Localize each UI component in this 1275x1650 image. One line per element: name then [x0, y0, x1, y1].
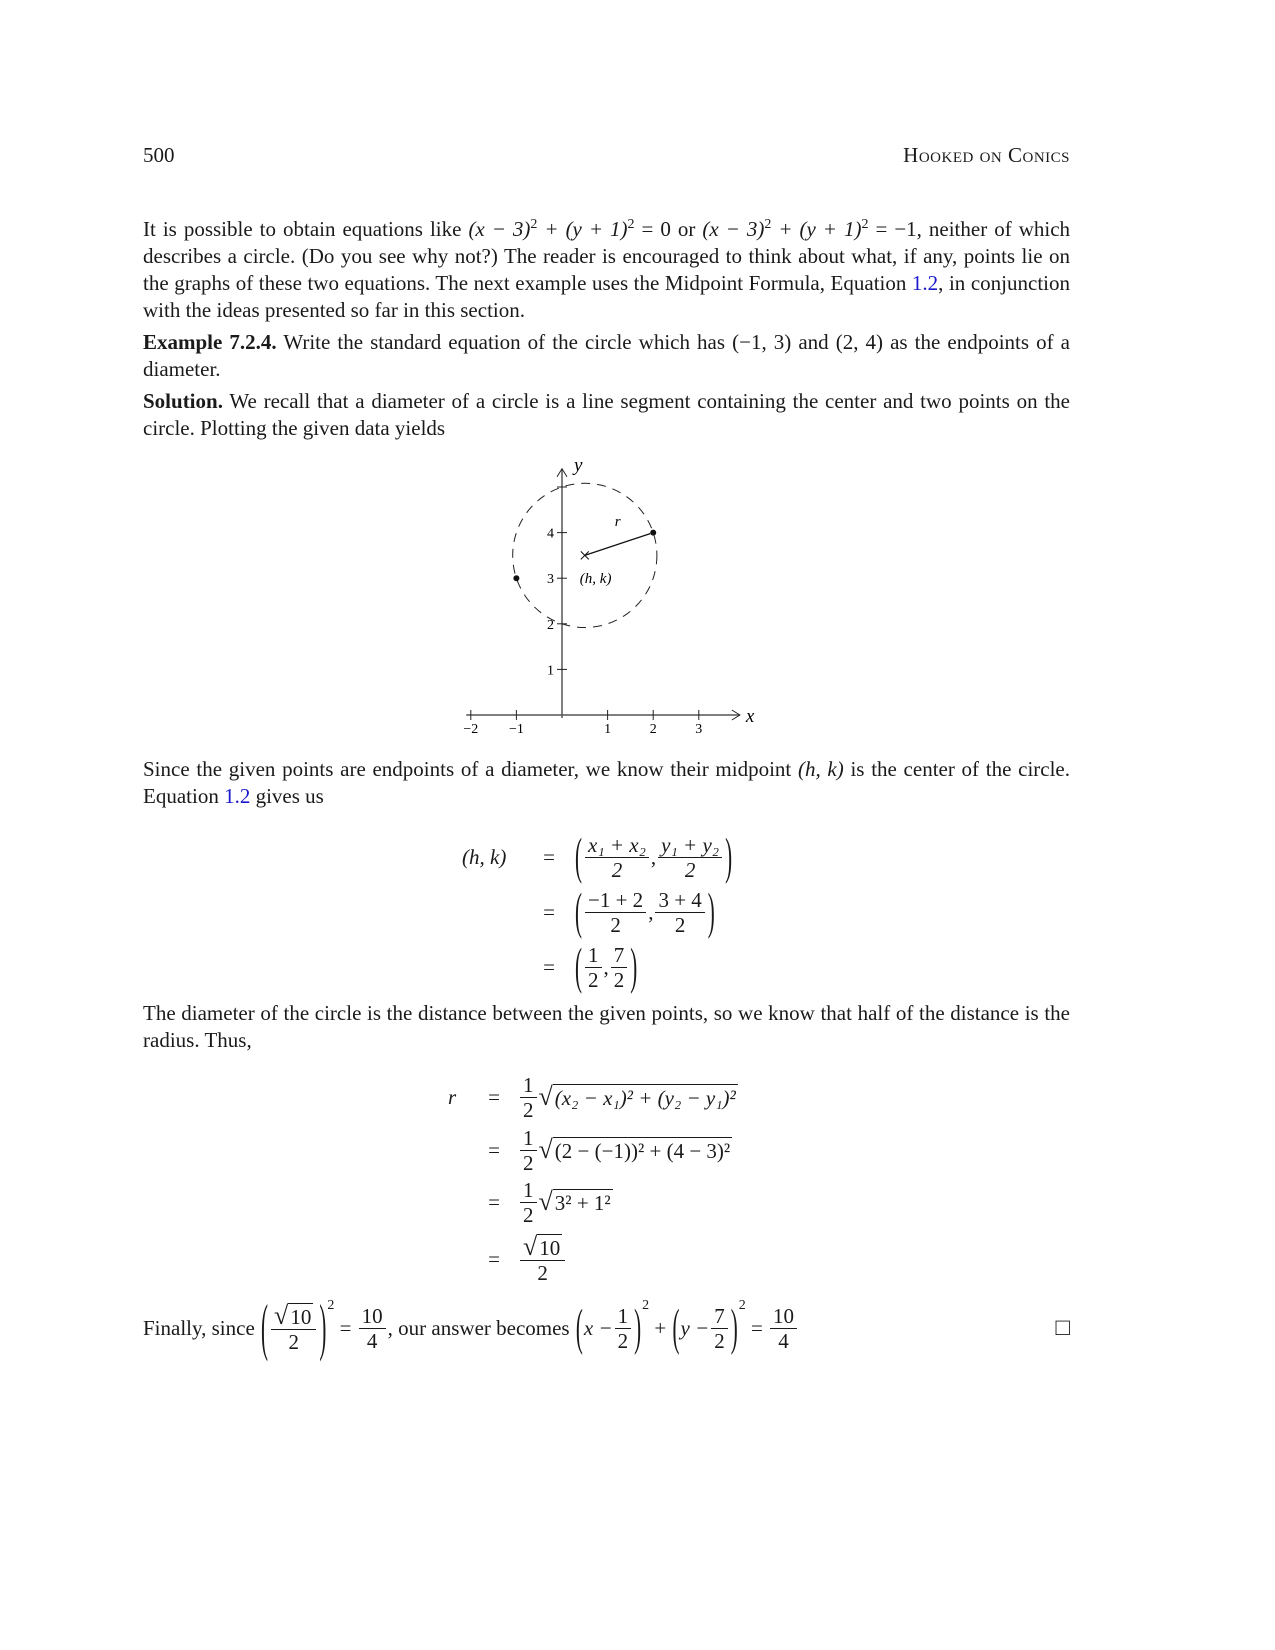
- den: 2: [613, 967, 625, 992]
- text: It is possible to obtain equations like: [143, 217, 469, 241]
- equals: =: [543, 844, 555, 869]
- radius-line: [585, 534, 650, 556]
- den: 2: [523, 1202, 534, 1227]
- radicand: 10: [290, 1305, 312, 1330]
- num: 1: [615, 1304, 632, 1329]
- den: 4: [366, 1328, 378, 1353]
- y-tick-label: 2: [547, 617, 554, 633]
- text: = −1, neither of which describes a circle. (Do you see why not?) The reader is encouraged to think about what, if any, points lie on the graphs of these two equations. The next example uses the Midpoint Formula, Equation: [143, 217, 1071, 295]
- midpoint-paragraph: [143, 756, 1070, 810]
- den: 2: [537, 1261, 548, 1286]
- num: 3 + 4: [655, 888, 704, 913]
- den: 2: [674, 912, 686, 937]
- num: 1: [585, 943, 602, 968]
- equals: =: [543, 899, 555, 924]
- text: , in conjunction with the ideas presented so far in this section.: [143, 271, 1070, 322]
- exp: 2: [530, 217, 538, 232]
- y-tick-label: 4: [547, 526, 554, 542]
- text: is the center of the circle. Equation: [143, 757, 1070, 808]
- exp: 2: [861, 217, 869, 232]
- num: 10: [359, 1304, 386, 1329]
- den: 2: [617, 1328, 629, 1353]
- equals: =: [488, 1084, 500, 1109]
- plus: +: [654, 1315, 667, 1340]
- exp: 2: [764, 217, 772, 232]
- qed-symbol: □: [1055, 1314, 1070, 1341]
- x-tick-label: 2: [649, 722, 657, 737]
- radius-label: r: [614, 513, 621, 530]
- den: 2: [523, 1097, 534, 1122]
- math: = 0 or: [634, 217, 703, 241]
- math: x −: [583, 1315, 613, 1340]
- final-answer: Finally, since ( √ 10 2 ) $^2$ = $\frac{10}{4}$ , our answer becomes ( x − $\frac{1}{2}$ ) $^2$ + ( y − $\frac{7}{2}$ ) $^2$ = $\frac{10}{4}$ □: [143, 1290, 1070, 1363]
- equation-link[interactable]: 1.2: [224, 784, 251, 808]
- lhs: (h, k): [462, 844, 507, 869]
- circle-figure: [0, 0, 1275, 760]
- x-tick-label: 1: [604, 722, 612, 737]
- equals: =: [488, 1189, 500, 1214]
- den: 2: [714, 1328, 725, 1353]
- den: 2: [610, 912, 621, 937]
- y-axis-label: y: [574, 454, 583, 476]
- num: −1 + 2: [585, 888, 646, 913]
- exp: 2: [738, 1298, 746, 1313]
- x-tick-label: 3: [695, 722, 703, 737]
- exp: 2: [627, 217, 635, 232]
- running-title: Hooked on Conics: [903, 143, 1070, 167]
- solution-text: We recall that a diameter of a circle is a line segment containing the center and two points on the circle. Plotting the given data yields: [143, 389, 1070, 440]
- radicand: 3² + 1²: [554, 1191, 611, 1215]
- text: , our answer becomes: [387, 1315, 570, 1340]
- den: 2: [523, 1150, 534, 1175]
- radicand: (2 − (−1))² + (4 − 3)²: [554, 1139, 731, 1163]
- equals: =: [488, 1137, 500, 1162]
- math: + (y + 1): [537, 217, 628, 241]
- x-tick-label: −1: [508, 722, 524, 737]
- equals: =: [543, 954, 555, 979]
- equals: =: [750, 1315, 763, 1340]
- num: 7: [711, 1304, 728, 1329]
- num: x₁ + x₂: [585, 833, 649, 858]
- radius-paragraph: The diameter of the circle is the distance between the given points, so we know that half of the distance is the radius. Thus,: [143, 1001, 1070, 1052]
- den: 2: [588, 967, 599, 992]
- diameter-endpoint: [650, 530, 656, 536]
- text: Since the given points are endpoints of a diameter, we know their midpoint: [143, 757, 798, 781]
- center-label: (h, k): [579, 571, 612, 588]
- exp: 2: [327, 1298, 335, 1313]
- example-label: Example 7.2.4.: [143, 330, 277, 354]
- math: (h, k): [797, 757, 844, 781]
- num: y₁ + y₂: [658, 833, 722, 858]
- x-tick-label: −2: [463, 722, 479, 737]
- equation-link[interactable]: 1.2: [911, 271, 939, 295]
- num: 10: [770, 1304, 797, 1329]
- radicand: (x₂ − x₁)² + (y₂ − y₁)²: [554, 1086, 736, 1110]
- x-axis-label: x: [745, 706, 755, 727]
- text: Finally, since: [143, 1315, 255, 1340]
- num: 1: [520, 1126, 537, 1151]
- math: (x − 3): [468, 217, 531, 241]
- num: 1: [520, 1073, 537, 1098]
- equals: =: [488, 1246, 500, 1271]
- den: 2: [684, 857, 696, 882]
- example-text: Write the standard equation of the circle which has (−1, 3) and (2, 4) as the endpoints of a diameter.: [143, 330, 1070, 381]
- y-tick-label: 1: [547, 663, 554, 679]
- num: 1: [520, 1178, 537, 1203]
- math: (x − 3): [702, 217, 765, 241]
- lhs: r: [448, 1084, 457, 1109]
- page-number: 500: [143, 143, 175, 167]
- den: 2: [611, 857, 623, 882]
- solution-label: Solution.: [143, 389, 223, 413]
- text: gives us: [250, 784, 324, 808]
- math: + (y + 1): [771, 217, 862, 241]
- diameter-endpoint: [513, 575, 519, 581]
- y-tick-label: 3: [547, 572, 554, 588]
- exp: 2: [642, 1298, 650, 1313]
- num: 7: [611, 943, 628, 968]
- den: 4: [778, 1328, 789, 1353]
- equals: =: [339, 1315, 352, 1340]
- radicand: 10: [539, 1236, 561, 1261]
- math: y −: [680, 1315, 710, 1340]
- den: 2: [288, 1330, 299, 1355]
